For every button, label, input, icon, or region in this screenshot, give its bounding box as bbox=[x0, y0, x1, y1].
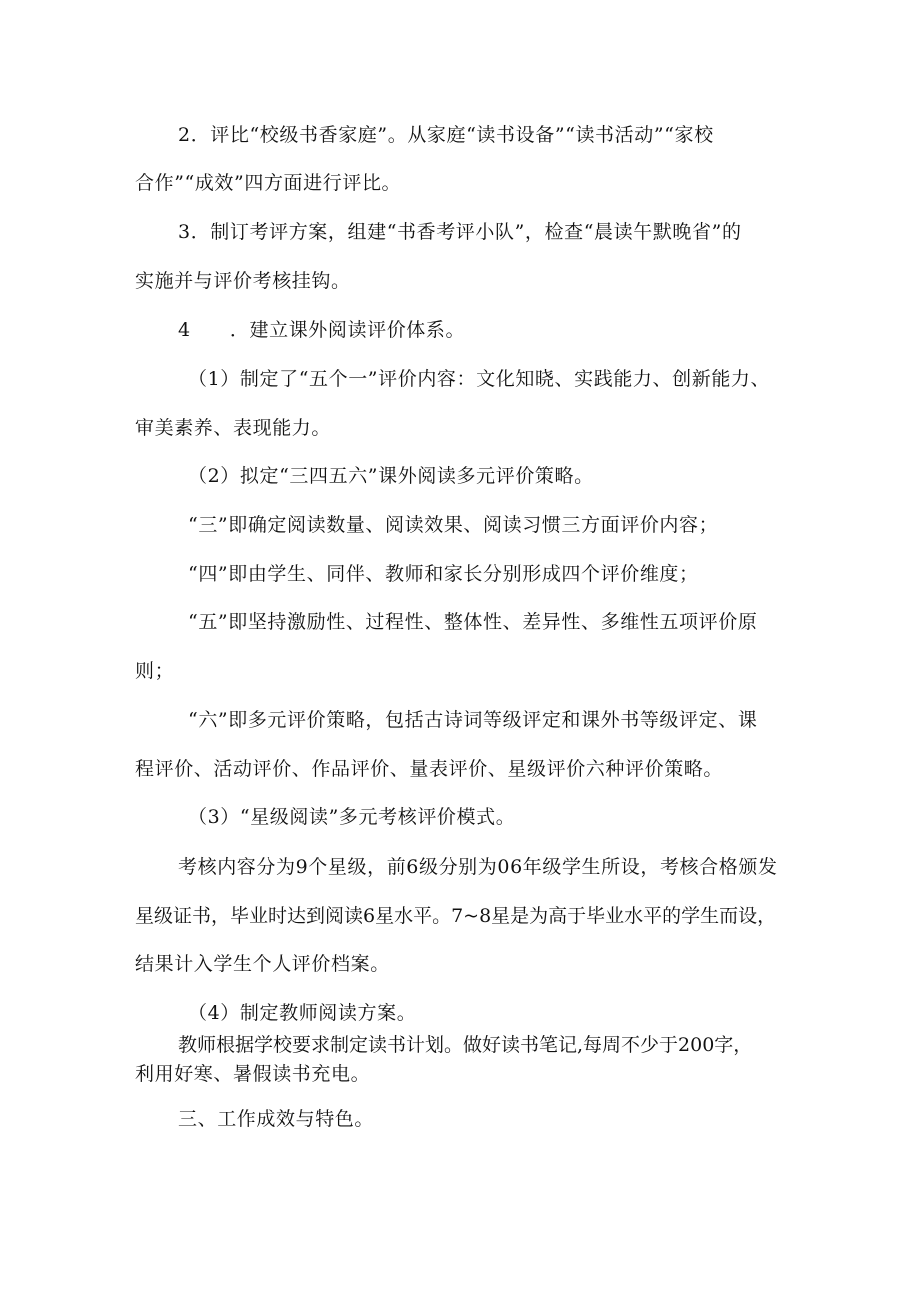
item-3-body-line-1: 考核内容分为9个星级，前6级分别为06年级学生所设，考核合格颁发 bbox=[178, 856, 778, 878]
item-2-five-line-2: 则； bbox=[135, 660, 175, 682]
paragraph-2-line-1: 2．评比“校级书香家庭”。从家庭“读书设备”“读书活动”“家校 bbox=[178, 124, 714, 146]
item-3-body-line-3: 结果计入学生个人评价档案。 bbox=[135, 953, 390, 975]
item-4-body-line-2: 利用好寒、暑假读书充电。 bbox=[135, 1063, 371, 1085]
paragraph-4-heading: 4 ．建立课外阅读评价体系。 bbox=[178, 319, 466, 341]
paragraph-3-line-2: 实施并与评价考核挂钩。 bbox=[135, 270, 351, 292]
item-2-heading: （2）拟定“三四五六”课外阅读多元评价策略。 bbox=[188, 465, 594, 487]
item-2-six-line-1: “六”即多元评价策略，包括古诗词等级评定和课外书等级评定、课 bbox=[188, 709, 758, 731]
item-4-heading: （4）制定教师阅读方案。 bbox=[188, 1002, 417, 1024]
item-1-line-1: （1）制定了“五个一”评价内容：文化知晓、实践能力、创新能力、 bbox=[188, 368, 771, 390]
item-2-six-line-2: 程评价、活动评价、作品评价、量表评价、星级评价六种评价策略。 bbox=[135, 758, 724, 780]
item-2-five-line-1: “五”即坚持激励性、过程性、整体性、差异性、多维性五项评价原 bbox=[188, 611, 758, 633]
paragraph-2-line-2: 合作”“成效”四方面进行评比。 bbox=[135, 172, 402, 194]
item-1-line-2: 审美素养、表现能力。 bbox=[135, 417, 332, 439]
item-4-body-line-1: 教师根据学校要求制定读书计划。做好读书笔记,每周不少于200字， bbox=[178, 1034, 753, 1056]
paragraph-3-line-1: 3．制订考评方案，组建“书香考评小队”，检查“晨读午默晚省”的 bbox=[178, 221, 742, 243]
item-2-three: “三”即确定阅读数量、阅读效果、阅读习惯三方面评价内容； bbox=[188, 514, 719, 536]
item-3-body-line-2: 星级证书，毕业时达到阅读6星水平。7~8星是为高于毕业水平的学生而设， bbox=[135, 905, 777, 927]
item-3-heading: （3）“星级阅读”多元考核评价模式。 bbox=[188, 806, 516, 828]
item-2-four: “四”即由学生、同伴、教师和家长分别形成四个评价维度； bbox=[188, 563, 699, 585]
section-three-heading: 三、工作成效与特色。 bbox=[178, 1108, 375, 1130]
